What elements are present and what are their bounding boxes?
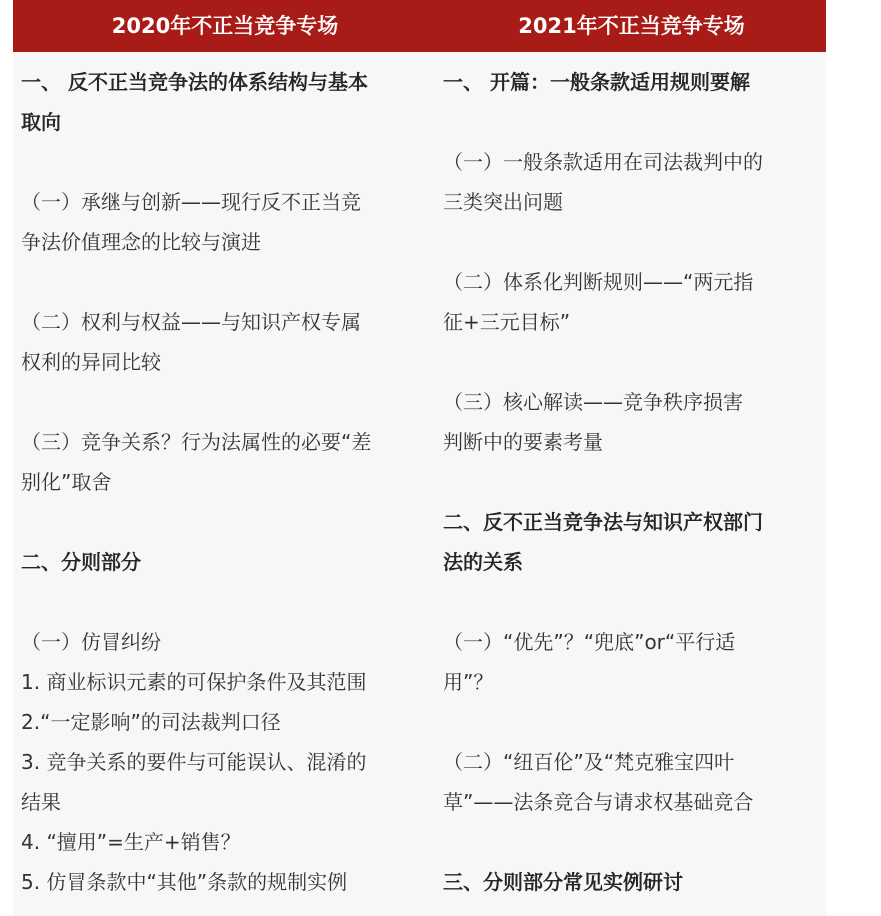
text-line: （一）仿冒纠纷 xyxy=(21,630,161,654)
column-title-2020: 2020年不正当竞争专场 xyxy=(111,14,339,38)
text-line: 2.“一定影响”的司法裁判口径 xyxy=(21,710,281,734)
text-line: （三）竞争关系？行为法属性的必要“差 xyxy=(21,430,372,454)
text-line xyxy=(443,822,829,862)
comparison-table xyxy=(13,0,826,916)
column-title-2021: 2021年不正当竞争专场 xyxy=(518,14,745,38)
text-line: （二）体系化判断规则——“两元指 xyxy=(443,270,754,294)
section-heading-line: 三、分则部分常见实例研讨 xyxy=(443,870,683,894)
text-line xyxy=(443,582,829,622)
text-line xyxy=(21,142,441,182)
text-line: （一）承继与创新——现行反不正当竞 xyxy=(21,190,361,214)
text-line: 结果 xyxy=(21,790,61,814)
text-line: （二）“纽百伦”及“梵克雅宝四叶 xyxy=(443,750,735,774)
text-line: 判断中的要素考量 xyxy=(443,430,603,454)
text-line: 3. 竞争关系的要件与可能误认、混淆的 xyxy=(21,750,367,774)
text-line: 征+三元目标” xyxy=(443,310,571,334)
text-line: 权利的异同比较 xyxy=(21,350,161,374)
text-line xyxy=(443,102,829,142)
text-line: 4. “擅用”=生产+销售？ xyxy=(21,830,241,854)
text-line xyxy=(21,262,441,302)
table-header xyxy=(13,0,826,52)
text-line: 别化”取舍 xyxy=(21,470,112,494)
text-line: 1. 商业标识元素的可保护条件及其范围 xyxy=(21,670,367,694)
section-heading-line: 二、分则部分 xyxy=(21,550,141,574)
text-line: （一）“优先”？“兜底”or“平行适 xyxy=(443,630,736,654)
section-heading-line: 一、 反不正当竞争法的体系结构与基本 xyxy=(21,70,368,94)
text-line xyxy=(21,582,441,622)
text-line xyxy=(21,502,441,542)
text-line: 5. 仿冒条款中“其他”条款的规制实例 xyxy=(21,870,348,894)
section-heading-line: 二、反不正当竞争法与知识产权部门 xyxy=(443,510,763,534)
column-2021-content xyxy=(443,62,829,902)
text-line: （一）一般条款适用在司法裁判中的 xyxy=(443,150,763,174)
text-line: （三）核心解读——竞争秩序损害 xyxy=(443,390,743,414)
text-line xyxy=(443,462,829,502)
text-line xyxy=(443,702,829,742)
text-line: 三类突出问题 xyxy=(443,190,563,214)
text-line xyxy=(443,222,829,262)
text-line xyxy=(443,342,829,382)
text-line: （二）权利与权益——与知识产权专属 xyxy=(21,310,361,334)
section-heading-line: 一、 开篇：一般条款适用规则要解 xyxy=(443,70,750,94)
text-line: 草”——法条竞合与请求权基础竞合 xyxy=(443,790,754,814)
column-2020-content xyxy=(21,62,441,902)
text-line: 用”？ xyxy=(443,670,494,694)
text-line: 争法价值理念的比较与演进 xyxy=(21,230,261,254)
text-line xyxy=(21,382,441,422)
section-heading-line: 法的关系 xyxy=(443,550,523,574)
section-heading-line: 取向 xyxy=(21,110,61,134)
